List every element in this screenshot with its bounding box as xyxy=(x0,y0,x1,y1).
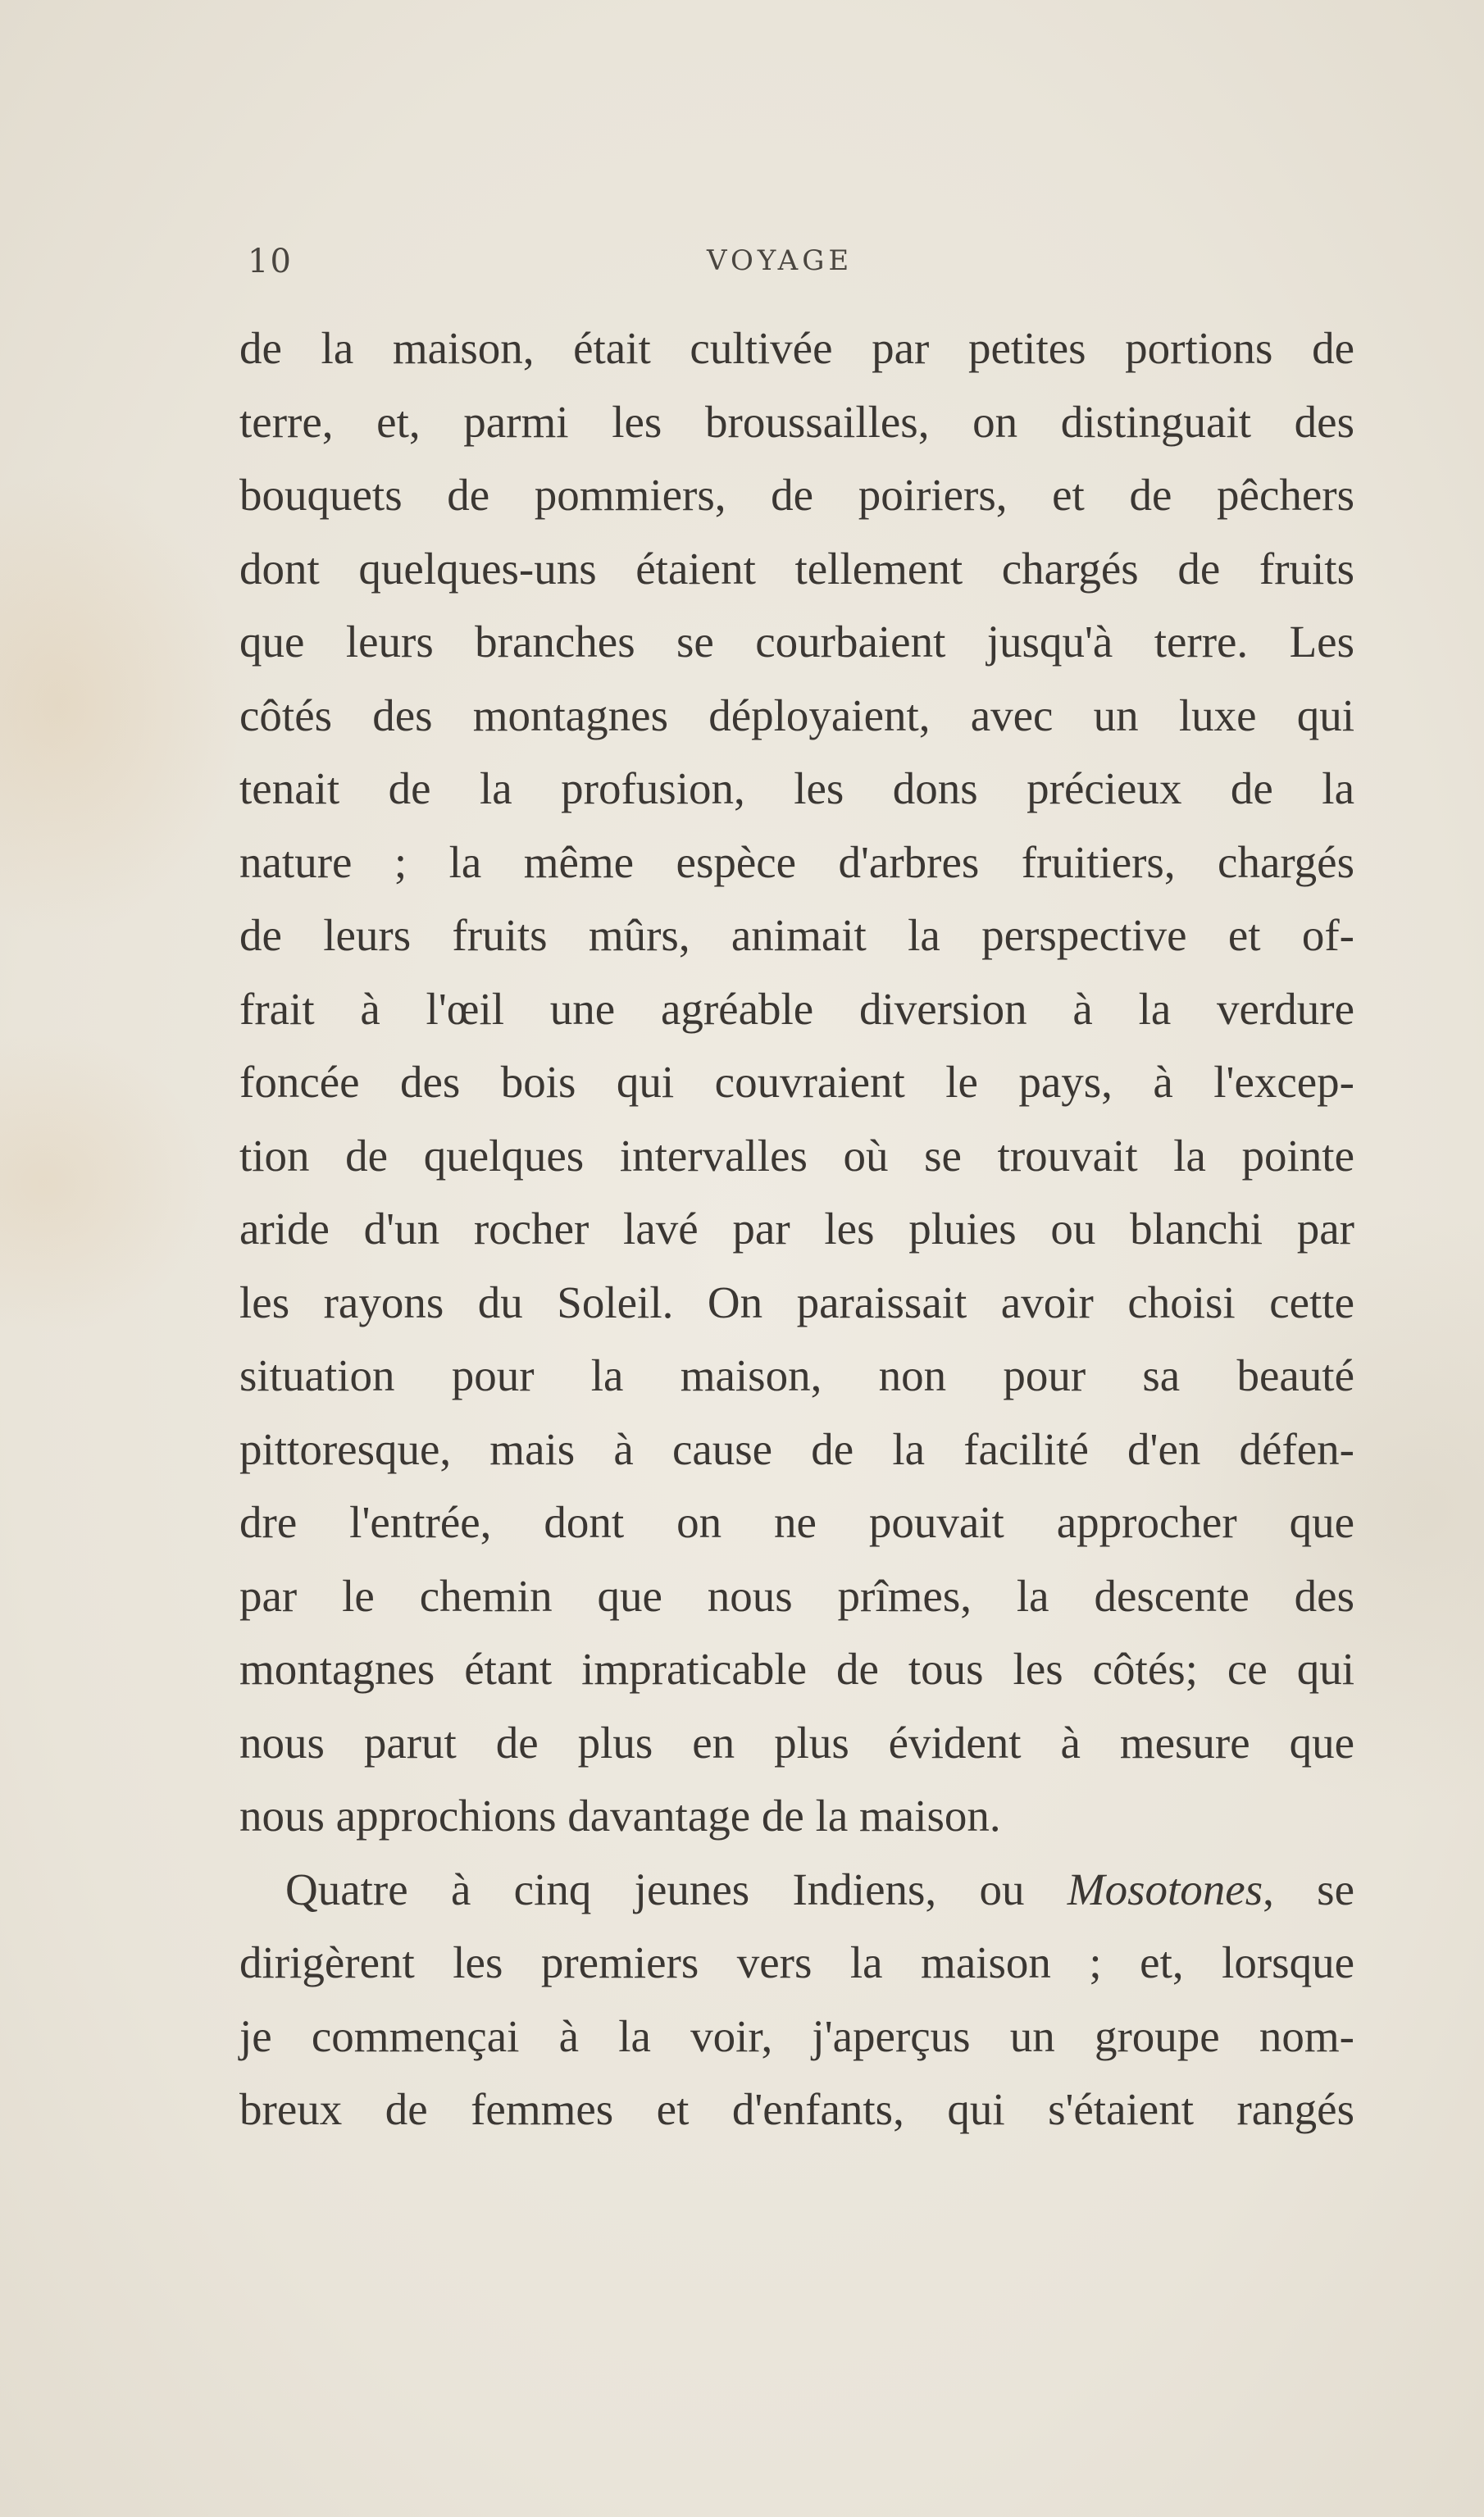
text-line: terre, et, parmi les broussailles, on distinguait des xyxy=(239,396,1354,447)
page-number: 10 xyxy=(248,243,293,280)
text-line: foncée des bois qui couvraient le pays, à l'excep- xyxy=(239,1057,1354,1107)
text-line: de leurs fruits mûrs, animait la perspective et of- xyxy=(239,910,1354,960)
text-line: de la maison, était cultivée par petites portions de xyxy=(239,323,1354,373)
text-line: aride d'un rocher lavé par les pluies ou blanchi par xyxy=(239,1204,1354,1254)
text-line: tenait de la profusion, les dons précieux de la xyxy=(239,763,1354,813)
page-header xyxy=(248,243,1363,292)
paragraph-1 xyxy=(239,312,1354,1853)
text-line: dirigèrent les premiers vers la maison ; et, lorsque xyxy=(239,1937,1354,1987)
text-line: situation pour la maison, non pour sa beauté xyxy=(239,1350,1354,1400)
text-line: dont quelques-uns étaient tellement chargés de fruits xyxy=(239,543,1354,594)
running-head: VOYAGE xyxy=(707,244,854,277)
body-text xyxy=(239,312,1354,2146)
text-line: côtés des montagnes déployaient, avec un luxe qui xyxy=(239,690,1354,740)
text-line: dre l'entrée, dont on ne pouvait approcher que xyxy=(239,1497,1354,1547)
text-line: breux de femmes et d'enfants, qui s'étaient rangés xyxy=(239,2084,1354,2134)
text-line xyxy=(239,1853,1354,1927)
text-line: par le chemin que nous prîmes, la descente des xyxy=(239,1570,1354,1621)
text-line: nous parut de plus en plus évident à mesure que xyxy=(239,1717,1354,1768)
text-run: Quatre à cinq jeunes Indiens, ou xyxy=(285,1864,1067,1914)
text-line: montagnes étant impraticable de tous les côtés; ce qui xyxy=(239,1644,1354,1694)
text-line: bouquets de pommiers, de poiriers, et de pêchers xyxy=(239,470,1354,520)
text-line: que leurs branches se courbaient jusqu'à terre. Les xyxy=(239,617,1354,667)
text-line: les rayons du Soleil. On paraissait avoir choisi cette xyxy=(239,1277,1354,1327)
text-line: nature ; la même espèce d'arbres fruitiers, chargés xyxy=(239,836,1354,887)
italic-term: Mosotones xyxy=(1067,1864,1263,1914)
text-line: je commençai à la voir, j'aperçus un groupe nom- xyxy=(239,2010,1354,2061)
text-run: , se xyxy=(1263,1864,1354,1914)
text-line: frait à l'œil une agréable diversion à la verdure xyxy=(239,983,1354,1034)
text-line: nous approchions davantage de la maison. xyxy=(239,1791,1001,1841)
text-line: tion de quelques intervalles où se trouvait la pointe xyxy=(239,1130,1354,1181)
paragraph-2 xyxy=(239,1853,1354,2146)
text-line: pittoresque, mais à cause de la facilité d'en défen- xyxy=(239,1423,1354,1474)
